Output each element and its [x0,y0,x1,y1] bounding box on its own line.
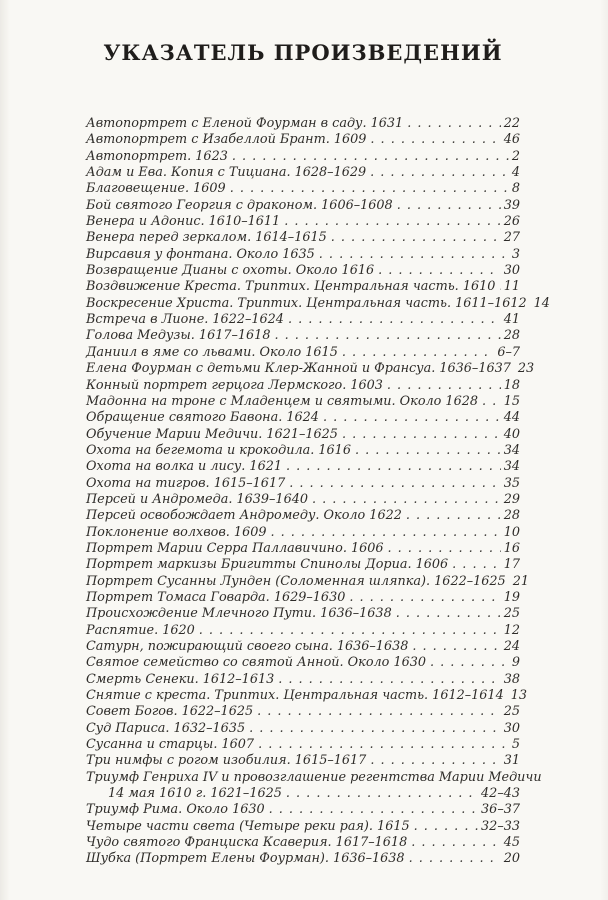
dot-leader [414,819,478,835]
dot-leader [286,459,501,475]
dot-leader [355,443,501,459]
entry-title: Распятие. 1620 [86,622,195,638]
dot-leader [230,181,509,197]
dot-leader [387,378,501,394]
entry-page-number: 29 [503,491,520,507]
entry-page-number: 19 [503,589,520,605]
entry-title: Охота на тигров. 1615–1617 [86,475,286,491]
dot-leader [271,525,501,541]
entry-page-number: 30 [503,263,520,279]
dot-leader [258,737,509,753]
entry-title: Вирсавия у фонтана. Около 1635 [86,246,315,262]
entry-title: Три нимфы с рогом изобилия. 1615–1617 [86,753,367,769]
index-entry [86,606,520,622]
entry-page-number: 41 [503,312,520,328]
index-entry [86,198,520,214]
entry-page-number: 9 [511,655,520,671]
index-entry [86,279,520,295]
entry-title: Персей и Андромеда. 1639–1640 [86,491,309,507]
dot-leader [370,132,500,148]
dot-leader [289,476,500,492]
dot-leader [407,116,501,132]
entry-title-continuation: 14 мая 1610 г. 1621–1625 [108,786,282,802]
entry-title: Портрет Томаса Говарда. 1629–1630 [86,589,346,605]
entry-title: Портрет Марии Серра Паллавичино. 1606 [86,540,384,556]
index-entry [86,508,520,524]
entry-page-number: 22 [503,116,520,131]
dot-leader [406,508,501,524]
index-entry-list [86,116,550,868]
index-entry [86,427,520,443]
entry-page-number: 10 [503,524,520,540]
entry-page-number: 46 [503,132,520,148]
index-entry [86,721,520,737]
entry-title: Охота на бегемота и крокодила. 1616 [86,442,351,458]
entry-title: Сусанна и старцы. 1607 [86,737,255,753]
index-entry [86,557,520,573]
dot-leader [397,198,501,214]
dot-leader [269,802,478,818]
dot-leader [284,214,501,230]
dot-leader [412,639,500,655]
index-entry [86,328,520,344]
entry-title: Суд Париса. 1632–1635 [86,720,246,736]
dot-leader [409,851,501,867]
entry-page-number: 44 [503,410,520,426]
entry-title: Елена Фоурман с детьми Клер-Жанной и Франсуа. 1636–1637 [86,361,511,377]
index-entry [86,769,542,786]
entry-title: Смерть Сенеки. 1612–1613 [86,671,275,687]
dot-leader [232,149,509,165]
entry-page-number: 31 [503,753,520,769]
index-entry [86,541,520,557]
entry-page-number: 23 [517,361,535,377]
entry-title: Охота на волка и лису. 1621 [86,459,283,475]
entry-page-number: 39 [503,197,520,213]
dot-leader [378,263,501,279]
index-entry [86,525,520,541]
index-entry [86,459,520,475]
dot-leader [388,541,501,557]
entry-title: Триумф Генриха IV и провозглашение регентства Марии Медичи [86,769,542,785]
index-entry [86,230,520,246]
entry-page-number: 42–43 [481,786,520,802]
dot-leader [286,786,478,802]
index-entry [86,181,520,197]
index-entry [86,573,529,590]
entry-page-number: 21 [512,573,529,589]
entry-page-number: 25 [503,606,520,622]
entry-title: Персей освобождает Андромеду. Около 1622 [86,508,402,524]
entry-title: Портрет маркизы Бригитты Спинолы Дориа. 1606 [86,557,449,573]
entry-page-number: 28 [503,328,520,344]
entry-page-number: 45 [503,835,520,851]
entry-page-number: 34 [503,442,520,458]
dot-leader [199,623,501,639]
index-entry [86,492,520,508]
index-entry [86,753,520,769]
entry-title: Происхождение Млечного Пути. 1636–1638 [86,606,392,622]
index-entry [86,639,520,655]
entry-page-number: 35 [503,475,520,491]
dot-leader [319,247,509,263]
dot-leader [323,410,501,426]
dot-leader [278,672,500,688]
dot-leader [411,835,500,851]
index-entry [86,312,520,328]
index-entry [86,149,520,165]
entry-page-number: 6–7 [497,344,520,360]
entry-title: Конный портрет герцога Лермского. 1603 [86,377,383,393]
dot-leader [370,753,500,769]
entry-page-number: 5 [511,737,520,753]
entry-page-number: 38 [503,671,520,687]
entry-page-number: 18 [503,377,520,393]
entry-title: Благовещение. 1609 [86,181,226,197]
dot-leader [288,312,501,328]
index-entry [86,476,520,492]
entry-title: Воскресение Христа. Триптих. Центральная часть. 1611–1612 [86,295,527,311]
index-entry [86,116,520,132]
entry-title: Шубка (Портрет Елены Фоурман). 1636–1638 [86,851,405,867]
dot-leader [257,704,501,720]
entry-title: Бой святого Георгия с драконом. 1606–1608 [86,197,393,213]
index-entry [86,688,528,704]
entry-page-number: 11 [503,279,520,295]
entry-page-number: 24 [503,639,520,654]
entry-page-number: 4 [511,165,520,181]
entry-title: Встреча в Лионе. 1622–1624 [86,312,284,328]
entry-page-number: 27 [503,230,520,246]
entry-title: Воздвижение Креста. Триптих. Центральная часть. 1610 [86,279,496,295]
entry-page-number: 40 [503,426,520,442]
entry-page-number: 12 [503,622,520,638]
entry-page-number: 3 [511,246,520,262]
entry-page-number: 14 [533,295,550,311]
entry-title: Возвращение Дианы с охоты. Около 1616 [86,263,375,279]
entry-title: Чудо святого Франциска Ксаверия. 1617–1618 [86,835,408,851]
entry-page-number: 25 [503,704,520,720]
index-entry [86,295,550,312]
dot-leader [396,606,501,622]
index-entry [86,835,520,851]
entry-title: Поклонение волхвов. 1609 [86,524,267,540]
entry-page-number: 15 [503,393,520,409]
entry-title: Святое семейство со святой Анной. Около 1630 [86,655,427,671]
index-entry [86,410,520,426]
dot-leader [274,328,500,344]
entry-page-number: 20 [503,851,520,867]
index-entry [86,345,520,361]
entry-page-number: 34 [503,459,520,475]
entry-title: Сатурн, пожирающий своего сына. 1636–1638 [86,639,409,654]
index-entry [86,672,520,688]
entry-title: Четыре части света (Четыре реки рая). 1615 [86,818,410,834]
entry-page-number: 30 [503,720,520,736]
entry-title: Снятие с креста. Триптих. Центральная часть. 1612–1614 [86,688,504,704]
index-entry [86,655,520,671]
entry-page-number: 17 [503,557,520,573]
index-entry [86,851,520,867]
index-entry [86,165,520,181]
index-entry [86,361,535,377]
entry-title: Обучение Марии Медичи. 1621–1625 [86,426,338,442]
dot-leader [342,345,494,361]
index-entry [86,443,520,459]
page-title: УКАЗАТЕЛЬ ПРОИЗВЕДЕНИЙ [103,40,503,65]
index-entry [86,623,520,639]
entry-page-number: 26 [503,214,520,230]
entry-page-number: 36–37 [481,802,520,818]
entry-title: Обращение святого Бавона. 1624 [86,410,319,426]
entry-title: Адам и Ева. Копия с Тициана. 1628–1629 [86,165,367,181]
dot-leader [482,394,501,410]
index-entry [86,802,520,818]
entry-title: Совет Богов. 1622–1625 [86,704,254,720]
entry-page-number: 2 [511,148,520,164]
index-entry [86,590,520,606]
index-entry [86,132,520,148]
index-entry-continuation [86,786,520,802]
index-entry [86,214,520,230]
entry-page-number: 8 [511,181,520,197]
dot-leader [331,230,501,246]
entry-page-number: 32–33 [481,818,520,834]
index-entry [86,378,520,394]
dot-leader [430,655,509,671]
entry-title: Голова Медузы. 1617–1618 [86,328,271,344]
entry-title: Мадонна на троне с Младенцем и святыми. Около 1628 [86,393,479,409]
entry-page-number: 28 [503,508,520,524]
entry-title: Автопортрет. 1623 [86,148,228,164]
index-entry [86,819,520,835]
dot-leader [370,165,509,181]
index-entry [86,704,520,720]
entry-title: Автопортрет с Еленой Фоурман в саду. 1631 [86,116,404,131]
entry-title: Даниил в яме со львами. Около 1615 [86,344,338,360]
index-entry [86,394,520,410]
dot-leader [499,279,500,295]
entry-page-number: 13 [510,688,528,704]
index-entry [86,737,520,753]
dot-leader [452,557,501,573]
dot-leader [349,590,500,606]
dot-leader [249,721,501,737]
dot-leader [312,492,501,508]
entry-title: Венера перед зеркалом. 1614–1615 [86,230,327,246]
entry-title: Портрет Сусанны Лунден (Соломенная шляпка). 1622–1625 [86,573,506,589]
index-entry [86,247,520,263]
dot-leader [342,427,501,443]
entry-title: Венера и Адонис. 1610–1611 [86,214,281,230]
entry-title: Триумф Рима. Около 1630 [86,802,265,818]
index-entry [86,263,520,279]
entry-title: Автопортрет с Изабеллой Брант. 1609 [86,132,367,148]
entry-page-number: 16 [503,540,520,556]
